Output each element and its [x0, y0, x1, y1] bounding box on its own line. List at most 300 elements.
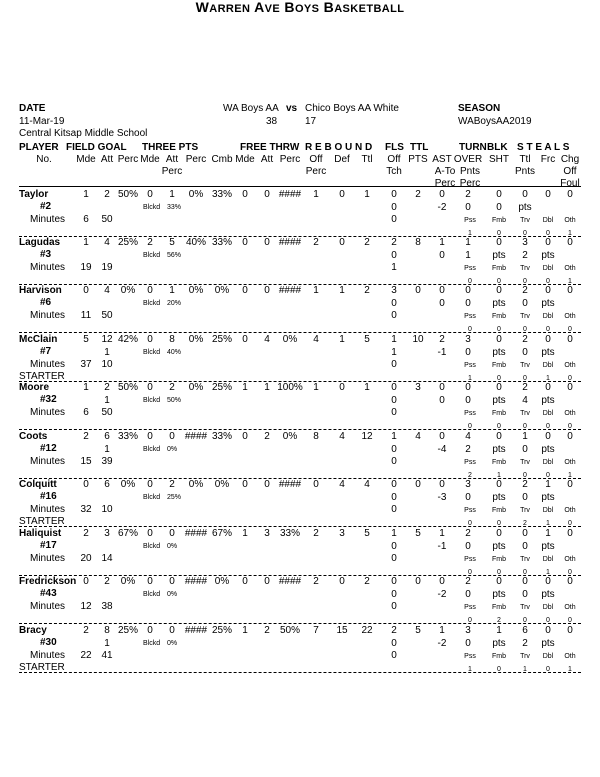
- stat-sub-cell: 0: [391, 541, 397, 552]
- stat-cell: 33%: [211, 237, 232, 248]
- header-top-1: FIELD GOAL: [66, 142, 127, 153]
- stat-cell: 1: [496, 625, 502, 636]
- stat-cell: 0: [391, 479, 397, 490]
- stat-cell: 0%: [214, 576, 230, 587]
- turnover-type-label: Trv: [520, 410, 530, 417]
- stat-cell: ####: [278, 189, 302, 200]
- row-separator: [19, 672, 581, 673]
- stat-cell: 3: [522, 237, 528, 248]
- row-separator: [19, 623, 581, 624]
- turnover-type-value: 1: [497, 472, 501, 479]
- turnover-type-value: 2: [468, 472, 472, 479]
- stat-cell: 0: [339, 189, 345, 200]
- header-sub1-15: PTS: [408, 154, 428, 165]
- minutes-value: 15: [80, 456, 92, 467]
- turnover-type-value: 1: [546, 569, 550, 576]
- stat-cell: 33%: [279, 528, 300, 539]
- stat-cell: 4: [339, 479, 345, 490]
- stat-cell: 0: [545, 576, 551, 587]
- stat-sub-cell: 0: [465, 589, 471, 600]
- header-top-7: TURN: [459, 142, 487, 153]
- player-number: #32: [40, 394, 57, 405]
- seconds-value: 38: [101, 601, 113, 612]
- stat-cell: 2: [264, 431, 270, 442]
- home-score: 38: [266, 116, 278, 127]
- seconds-value: 14: [101, 553, 113, 564]
- minutes-label: Minutes: [30, 262, 66, 273]
- player-number: #30: [40, 637, 57, 648]
- row-separator: [19, 429, 581, 430]
- three-pt-perc: 0%: [167, 591, 178, 598]
- stat-cell: 3: [339, 528, 345, 539]
- stat-cell: 0: [496, 382, 502, 393]
- stat-sub-cell: 0: [439, 395, 445, 406]
- stat-cell: 0: [264, 237, 270, 248]
- stat-sub-cell: 0: [465, 638, 471, 649]
- stat-cell: 1: [169, 285, 175, 296]
- stat-sub-cell: 2: [522, 638, 528, 649]
- stat-cell: 3: [104, 528, 110, 539]
- header-sub1-18: SHT: [489, 154, 509, 165]
- turnover-type-value: 0: [497, 666, 501, 673]
- blocked-label: Blckd: [143, 300, 161, 307]
- blocked-label: Blckd: [143, 204, 161, 211]
- turnover-type-value: 0: [468, 569, 472, 576]
- player-number: #16: [40, 491, 57, 502]
- stat-cell: 0: [496, 285, 502, 296]
- turnover-type-value: 0: [546, 666, 550, 673]
- turnover-type-value: 0: [497, 278, 501, 285]
- stat-cell: 0: [465, 285, 471, 296]
- stat-sub-cell: pts: [541, 541, 555, 552]
- stat-cell: 0: [242, 189, 248, 200]
- turnover-type-value: 0: [497, 230, 501, 237]
- stat-cell: 12: [101, 334, 113, 345]
- three-pt-perc: 50%: [167, 397, 182, 404]
- header-sub1-11: Off: [309, 154, 323, 165]
- player-number: #12: [40, 443, 57, 454]
- stat-cell: 2: [364, 237, 370, 248]
- stat-cell: 4: [104, 285, 110, 296]
- turnover-type-label: Trv: [520, 653, 530, 660]
- turnover-type-value: 1: [523, 666, 527, 673]
- home-team: WA Boys AA: [223, 103, 279, 114]
- header-sub1-10: Perc: [279, 154, 301, 165]
- stat-cell: 4: [339, 431, 345, 442]
- turnover-type-value: 2: [523, 520, 527, 527]
- stat-cell: 1: [391, 334, 397, 345]
- turnover-type-label: Oth: [564, 217, 576, 224]
- minutes-value: 37: [80, 359, 92, 370]
- stat-cell: 0: [83, 576, 89, 587]
- stat-cell: 1: [242, 382, 248, 393]
- stat-sub-cell: pts: [492, 492, 506, 503]
- starter-label: STARTER: [19, 516, 65, 527]
- player-name: Bracy: [19, 625, 47, 636]
- header-sub1-20: Frc: [540, 154, 556, 165]
- three-pt-perc: 33%: [167, 204, 182, 211]
- stat-cell: 1: [439, 528, 445, 539]
- blocked-label: Blckd: [143, 252, 161, 259]
- header-sub1-13: Ttl: [361, 154, 373, 165]
- player-name: Colquitt: [19, 479, 57, 490]
- stat-sub-cell: pts: [492, 541, 506, 552]
- header-sub1-3: Perc: [117, 154, 139, 165]
- blocked-label: Blckd: [143, 446, 161, 453]
- header-sub1-21: Chg: [560, 154, 580, 165]
- header-top-0: PLAYER: [19, 142, 59, 153]
- stat-cell: 0: [391, 382, 397, 393]
- header-sub2-2: Tch: [386, 166, 402, 177]
- stat-cell: 4: [415, 431, 421, 442]
- stat-cell: 5: [364, 334, 370, 345]
- turnover-type-value: 0: [568, 520, 572, 527]
- stat-cell: 42%: [117, 334, 138, 345]
- stat-cell: 5: [415, 528, 421, 539]
- seconds-value: 10: [101, 359, 113, 370]
- player-name: Moore: [19, 382, 49, 393]
- blocked-count: 1: [104, 395, 110, 406]
- stat-sub-cell: 0: [439, 298, 445, 309]
- three-pt-perc: 0%: [167, 543, 178, 550]
- turnover-type-value: 0: [568, 326, 572, 333]
- stat-cell: 4: [364, 479, 370, 490]
- seconds-value: 41: [101, 650, 113, 661]
- turnover-type-label: Pss: [464, 362, 476, 369]
- stat-cell: 2: [313, 237, 319, 248]
- minutes-label: Minutes: [30, 553, 66, 564]
- stat-cell: 0: [496, 528, 502, 539]
- turnover-type-value: 0: [546, 230, 550, 237]
- header-divider: [19, 186, 581, 187]
- stat-cell: 25%: [117, 625, 138, 636]
- player-number: #6: [40, 297, 52, 308]
- minutes-value: 19: [80, 262, 92, 273]
- three-pt-perc: 0%: [167, 446, 178, 453]
- stat-cell: 7: [313, 625, 319, 636]
- stat-cell: 0: [147, 285, 153, 296]
- stat-cell: 0: [545, 189, 551, 200]
- stat-cell: 67%: [117, 528, 138, 539]
- stat-cell: 0: [567, 285, 573, 296]
- turnover-type-value: 0: [497, 569, 501, 576]
- turnover-type-value: 0: [523, 423, 527, 430]
- turnover-type-label: Oth: [564, 313, 576, 320]
- header-sub2-0: Perc: [161, 166, 183, 177]
- stat-cell: 0: [545, 625, 551, 636]
- stat-cell: 4: [104, 237, 110, 248]
- stat-cell: 0%: [188, 189, 204, 200]
- stat-sub-cell: pts: [541, 444, 555, 455]
- stat-cell: 0: [83, 285, 89, 296]
- header-sub1-2: Att: [100, 154, 114, 165]
- stat-sub-cell: pts: [492, 638, 506, 649]
- stat-cell: 0: [415, 576, 421, 587]
- stat-sub-cell: 0: [522, 347, 528, 358]
- stat-cell: 0: [169, 431, 175, 442]
- stat-sub-cell: 0: [391, 638, 397, 649]
- three-pt-perc: 56%: [167, 252, 182, 259]
- player-name: Harvison: [19, 285, 62, 296]
- stat-cell: 0: [465, 382, 471, 393]
- stat-cell: 0: [439, 576, 445, 587]
- turnover-type-value: 0: [468, 326, 472, 333]
- stat-sub-cell: 0: [496, 202, 502, 213]
- stat-cell: 0: [147, 189, 153, 200]
- stat-cell: 2: [391, 237, 397, 248]
- header-top-2: THREE PTS: [142, 142, 199, 153]
- stat-cell: 0: [496, 334, 502, 345]
- stat-cell: 0: [264, 285, 270, 296]
- stat-cell: 0: [545, 431, 551, 442]
- turnover-type-label: Pss: [464, 604, 476, 611]
- turnover-type-label: Pss: [464, 265, 476, 272]
- stat-cell: 0: [496, 189, 502, 200]
- turnover-type-value: 2: [497, 617, 501, 624]
- stat-cell: 0: [339, 576, 345, 587]
- stat-sub-cell: 0: [391, 650, 397, 661]
- stat-sub-cell: 0: [522, 492, 528, 503]
- turnover-type-label: Trv: [520, 265, 530, 272]
- stat-cell: 0: [242, 479, 248, 490]
- turnover-type-value: 1: [546, 375, 550, 382]
- stat-cell: 5: [415, 625, 421, 636]
- turnover-type-label: Pss: [464, 410, 476, 417]
- header-sub2-1: Perc: [305, 166, 327, 177]
- minutes-label: Minutes: [30, 650, 66, 661]
- stat-sub-cell: pts: [541, 638, 555, 649]
- header-sub1-16: AST: [432, 154, 452, 165]
- turnover-type-value: 0: [497, 326, 501, 333]
- stat-cell: 1: [391, 431, 397, 442]
- stat-cell: 1: [339, 285, 345, 296]
- turnover-type-value: 0: [497, 375, 501, 382]
- stat-cell: 25%: [211, 334, 232, 345]
- stat-cell: 2: [364, 285, 370, 296]
- player-name: Taylor: [19, 189, 49, 200]
- stat-cell: 6: [104, 431, 110, 442]
- stat-cell: ####: [278, 285, 302, 296]
- blocked-count: 1: [104, 444, 110, 455]
- minutes-value: 20: [80, 553, 92, 564]
- turnover-type-label: Oth: [564, 362, 576, 369]
- stat-cell: 2: [522, 334, 528, 345]
- stat-cell: 2: [169, 479, 175, 490]
- stat-cell: 0: [391, 576, 397, 587]
- turnover-type-value: 0: [568, 617, 572, 624]
- stat-sub-cell: 0: [522, 541, 528, 552]
- stat-cell: 0: [567, 528, 573, 539]
- stat-cell: 5: [169, 237, 175, 248]
- turnover-type-label: Fmb: [492, 362, 506, 369]
- stat-cell: 0: [545, 334, 551, 345]
- stat-cell: 0: [567, 382, 573, 393]
- stat-cell: ####: [278, 576, 302, 587]
- seconds-value: 50: [101, 214, 113, 225]
- stat-cell: 0: [439, 189, 445, 200]
- turnover-type-value: 0: [546, 472, 550, 479]
- stat-cell: ####: [278, 479, 302, 490]
- stat-cell: 0%: [120, 576, 136, 587]
- stat-cell: 22: [361, 625, 373, 636]
- stat-cell: 1: [242, 528, 248, 539]
- stat-sub-cell: 1: [391, 347, 397, 358]
- stat-sub-cell: 1: [391, 262, 397, 273]
- minutes-label: Minutes: [30, 214, 66, 225]
- stat-cell: 0: [264, 479, 270, 490]
- stat-cell: 0%: [120, 285, 136, 296]
- stat-cell: 1: [522, 431, 528, 442]
- turnover-type-label: Dbl: [542, 653, 554, 660]
- row-separator: [19, 332, 581, 333]
- player-name: Fredrickson: [19, 576, 77, 587]
- away-score: 17: [305, 116, 317, 127]
- turnover-type-label: Oth: [564, 265, 576, 272]
- stat-cell: 25%: [117, 237, 138, 248]
- header-sub1-14: Off: [387, 154, 401, 165]
- turnover-type-label: Oth: [564, 459, 576, 466]
- stat-cell: ####: [184, 576, 208, 587]
- player-name: Coots: [19, 431, 48, 442]
- stat-sub-cell: 4: [522, 395, 528, 406]
- game-date: 11-Mar-19: [19, 116, 65, 127]
- stat-cell: 10: [412, 334, 424, 345]
- stat-cell: 0%: [188, 334, 204, 345]
- header-top-6: TTL: [410, 142, 429, 153]
- turnover-type-label: Trv: [520, 556, 530, 563]
- stat-cell: 2: [104, 576, 110, 587]
- turnover-type-value: 0: [523, 472, 527, 479]
- stat-sub-cell: -2: [437, 589, 447, 600]
- header-sub1-5: Att: [165, 154, 179, 165]
- stat-cell: 0: [242, 431, 248, 442]
- stat-sub-cell: pts: [541, 395, 555, 406]
- stat-cell: 0%: [282, 334, 298, 345]
- stat-sub-cell: 0: [391, 553, 397, 564]
- row-separator: [19, 526, 581, 527]
- stat-cell: 33%: [117, 431, 138, 442]
- stat-cell: 4: [264, 334, 270, 345]
- stat-cell: 0%: [214, 479, 230, 490]
- minutes-label: Minutes: [30, 456, 66, 467]
- header-sub2-3: A-To: [434, 166, 456, 177]
- stat-cell: 0: [415, 479, 421, 490]
- stat-cell: 0%: [214, 285, 230, 296]
- stat-cell: 0: [169, 528, 175, 539]
- stat-sub-cell: -1: [437, 541, 447, 552]
- stat-sub-cell: 2: [522, 250, 528, 261]
- report-title: WARREN AVE BOYS BASKETBALL: [195, 0, 405, 15]
- header-sub2-6: Off: [563, 166, 577, 177]
- turnover-type-value: 0: [468, 617, 472, 624]
- turnover-type-value: 1: [468, 230, 472, 237]
- stat-cell: 3: [391, 285, 397, 296]
- stat-sub-cell: 2: [465, 444, 471, 455]
- stat-cell: 0%: [188, 382, 204, 393]
- stat-sub-cell: pts: [541, 347, 555, 358]
- stat-sub-cell: pts: [541, 492, 555, 503]
- stat-cell: 0: [147, 334, 153, 345]
- turnover-type-label: Dbl: [542, 556, 554, 563]
- stat-cell: 2: [147, 237, 153, 248]
- turnover-type-label: Oth: [564, 556, 576, 563]
- header-sub1-1: Mde: [76, 154, 96, 165]
- turnover-type-label: Fmb: [492, 265, 506, 272]
- minutes-label: Minutes: [30, 407, 66, 418]
- stat-cell: 15: [336, 625, 348, 636]
- stat-sub-cell: 0: [391, 492, 397, 503]
- minutes-label: Minutes: [30, 359, 66, 370]
- header-sub1-7: Cmb: [211, 154, 233, 165]
- header-top-8: BLK: [487, 142, 508, 153]
- stat-sub-cell: pts: [492, 298, 506, 309]
- stat-cell: 0: [147, 431, 153, 442]
- header-sub3-2: Foul: [560, 178, 580, 189]
- stat-cell: 0: [264, 576, 270, 587]
- stat-cell: 0: [439, 382, 445, 393]
- minutes-value: 12: [80, 601, 92, 612]
- stat-cell: 0: [169, 576, 175, 587]
- stat-cell: 1: [313, 189, 319, 200]
- stat-cell: 50%: [117, 382, 138, 393]
- stat-cell: 0: [567, 576, 573, 587]
- turnover-type-value: 0: [523, 326, 527, 333]
- stat-cell: 0: [567, 431, 573, 442]
- turnover-type-label: Pss: [464, 313, 476, 320]
- starter-label: STARTER: [19, 662, 65, 673]
- stat-cell: 2: [83, 431, 89, 442]
- stat-cell: 2: [104, 382, 110, 393]
- turnover-type-label: Fmb: [492, 507, 506, 514]
- stat-cell: 2: [465, 576, 471, 587]
- stat-cell: ####: [184, 625, 208, 636]
- turnover-type-value: 1: [468, 666, 472, 673]
- stat-cell: 5: [364, 528, 370, 539]
- three-pt-perc: 40%: [167, 349, 182, 356]
- stat-sub-cell: pts: [541, 250, 555, 261]
- vs-label: vs: [286, 103, 298, 114]
- stat-cell: 67%: [211, 528, 232, 539]
- turnover-type-label: Dbl: [542, 217, 554, 224]
- player-number: #7: [40, 346, 52, 357]
- player-name: McClain: [19, 334, 58, 345]
- stat-cell: 0: [415, 285, 421, 296]
- stat-sub-cell: pts: [518, 202, 532, 213]
- stat-cell: 33%: [211, 431, 232, 442]
- stat-sub-cell: -1: [437, 347, 447, 358]
- stat-cell: 0: [264, 189, 270, 200]
- stat-cell: 50%: [117, 189, 138, 200]
- stat-sub-cell: pts: [492, 395, 506, 406]
- stat-cell: 0: [496, 576, 502, 587]
- turnover-type-label: Fmb: [492, 459, 506, 466]
- stat-cell: 0%: [120, 479, 136, 490]
- stat-cell: 12: [361, 431, 373, 442]
- stat-cell: 0: [496, 431, 502, 442]
- turnover-type-value: 0: [468, 278, 472, 285]
- seconds-value: 10: [101, 504, 113, 515]
- stat-cell: 4: [465, 431, 471, 442]
- stat-cell: ####: [184, 431, 208, 442]
- turnover-type-value: 0: [468, 520, 472, 527]
- stat-cell: 5: [83, 334, 89, 345]
- stat-cell: 25%: [211, 382, 232, 393]
- stat-sub-cell: 0: [391, 456, 397, 467]
- header-sub2-4: Pnts: [459, 166, 480, 177]
- stat-cell: 1: [439, 237, 445, 248]
- stat-cell: 0: [522, 528, 528, 539]
- turnover-type-label: Dbl: [542, 604, 554, 611]
